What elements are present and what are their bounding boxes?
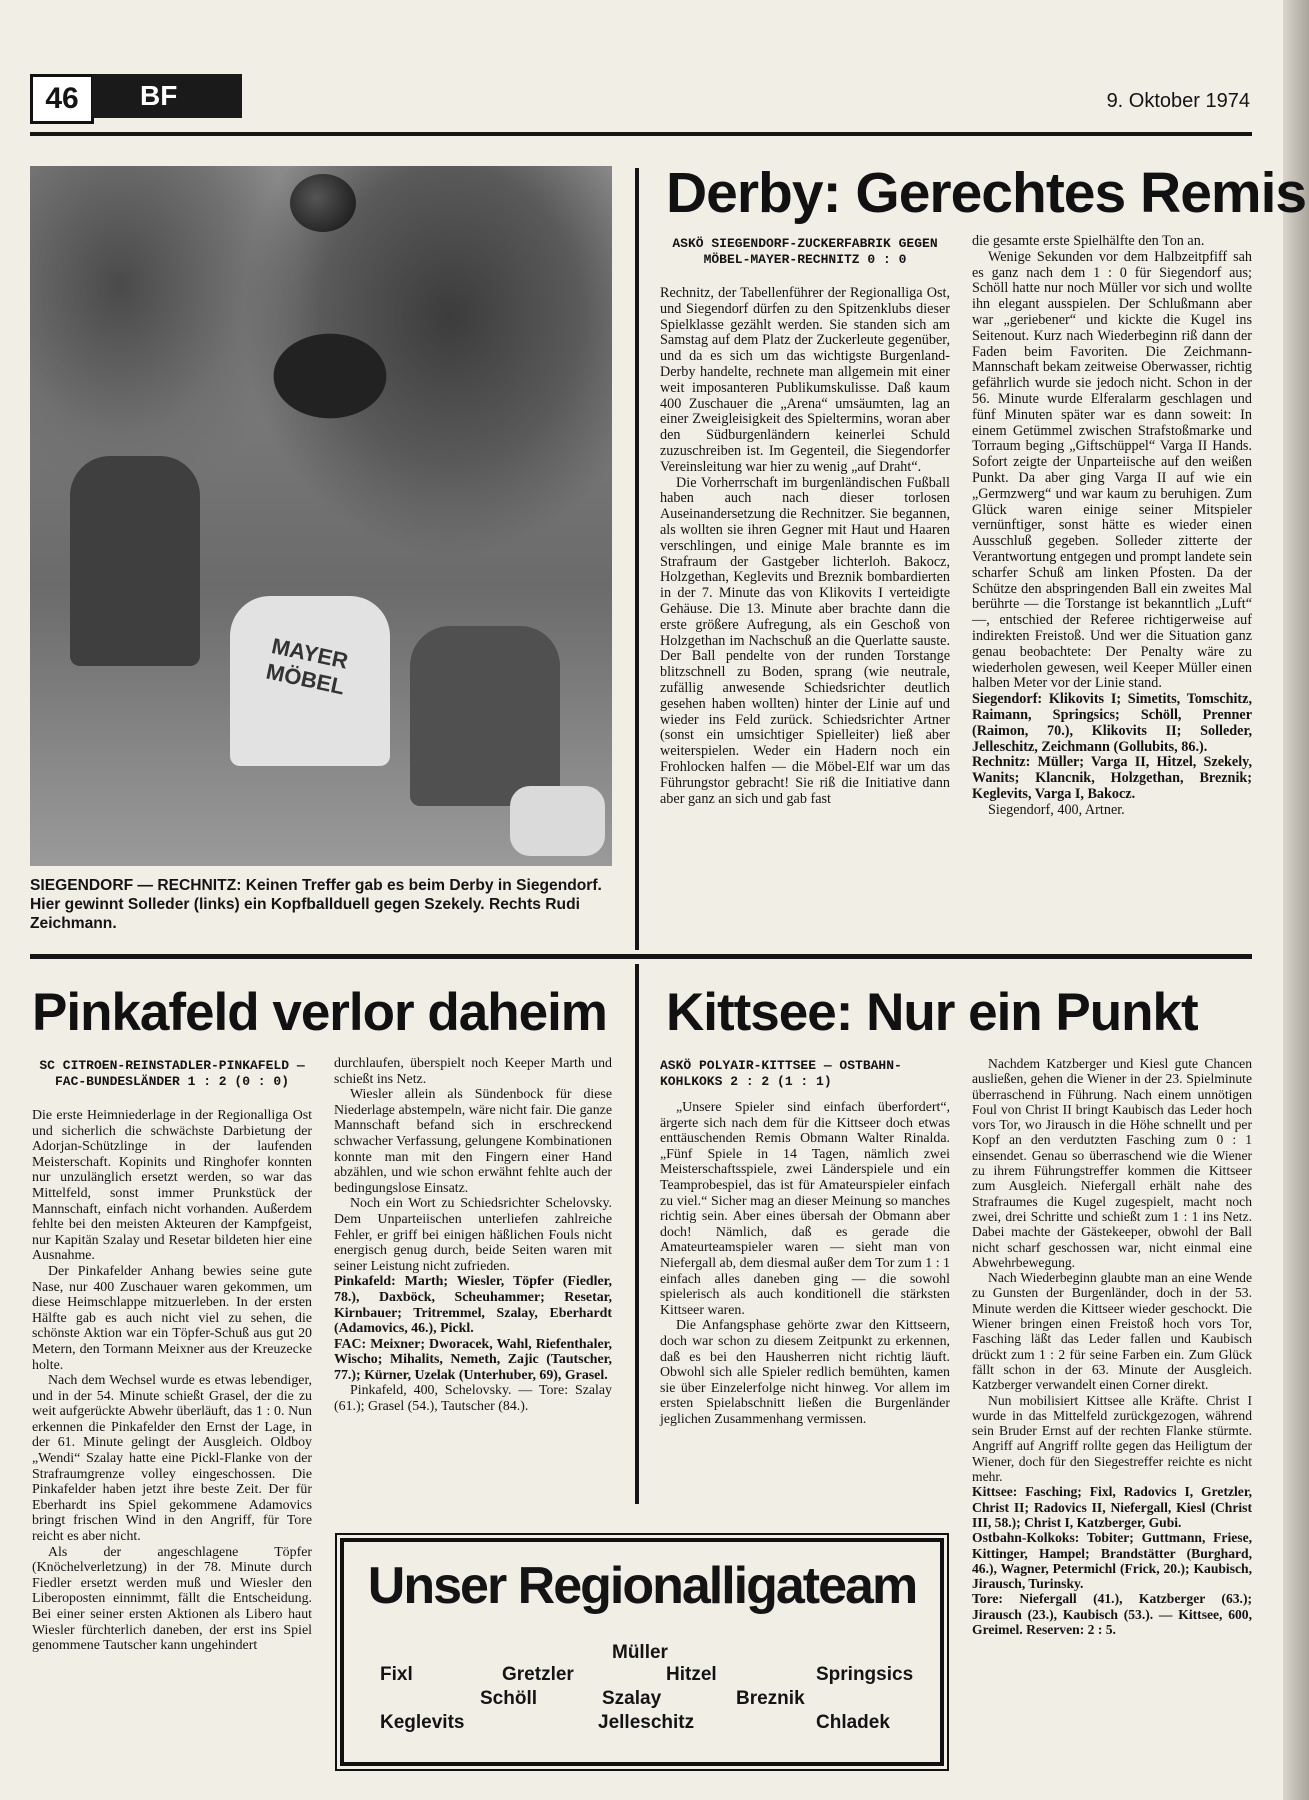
- page-edge-shadow: [1283, 0, 1309, 1800]
- lineup-kittsee: Kittsee: Fasching; Fixl, Radovics I, Gretzler, Christ II; Radovics II, Niefergall, Kiesl (Christ III, 58.); Christ I, Katzberger, Gubi.: [972, 1484, 1252, 1530]
- kittsee-subhead: ASKÖ POLYAIR-KITTSEE — OSTBAHN-KOHLKOKS 2 : 2 (1 : 1): [660, 1058, 902, 1089]
- derby-headline: Derby: Gerechtes Remis: [666, 161, 1307, 225]
- paragraph: Nachdem Katzberger und Kiesl gute Chancen ausließen, gehen die Wiener in der 23. Spielminute überraschend in Führung. Nach einem unnötigen Foul von Christ II bringt Kaubisch das Leder hoch vors Tor, wo Jirausch in die Höhe schnellt und per Kopf an den verdutzten Fasching zum 0 : 1 einsendet. Genau so überraschend wie die Wiener zu ihrem Führungstreffer kommen die Kittseer zum Ausgleich. Niefergall erhält nahe des Strafraumes die Kugel zugespielt, macht noch zwei, drei Schritte und schießt zum 1 : 1 ins Netz. Dabei machte der Gästekeeper, obwohl der Ball nicht scharf geschossen war, nicht einmal eine Abwehrbewegung.: [972, 1056, 1252, 1270]
- paragraph: Die Vorherrschaft im burgenländischen Fußball haben auch nach dieser torlosen Auseinandersetzung die Rechnitzer. Sie begannen, als wollten sie ihren Gegner mit Haut und Haaren verschlingen, und einige Male brannte es im Strafraum der Gastgeber lichterloh. Bakocz, Holzgethan, Keglevits und Breznik bombardierten in der 7. Minute das von Klikovits I verteidigte Gehäuse. Die 13. Minute aber brachte dann die erste größere Aufregung, als ein Geschoß von Holzgethan im Nachschuß an die Querlatte sauste. Der Ball pendelte von der runden Torstange blitzschnell zu Boden, sprang (wie neutrale, zufällig anwesende Schiedsrichter deutlich gesehen haben wollten) hinter der Linie auf und wieder ins Feld zurück. Schiedsrichter Artner (sonst ein umsichtiger Spielleiter) ließ aber weiterspielen. Weder ein Hadern noch ein Frohlocken halfen — die Möbel-Elf war um das Führungstor gebracht! Sie riß die Initiative dann aber ganz an sich und gab fast: [660, 474, 950, 807]
- ad-title: Unser Regionalligateam: [367, 1557, 917, 1615]
- derby-col1: [660, 286, 950, 807]
- lineup-fac: FAC: Meixner; Dworacek, Wahl, Riefenthaler, Wischo; Mihalits, Nemeth, Zajic (Tautscher, 77.); Kürner, Uzelak (Unterhuber, 69), Grasel.: [334, 1336, 612, 1383]
- section-label: BF: [92, 74, 242, 118]
- paragraph: „Unsere Spieler sind einfach überfordert“, ärgerte sich nach dem für die Kittseer doch etwas enttäuschenden Remis Obmann Walter Rinalda. „Fünf Spiele in 14 Tagen, nämlich zwei Meisterschaftsspiele, zwei Länderspiele und ein Teamprobespiel, das ist für Amateurspieler einfach zu viel.“ Sicher mag an dieser Meinung so manches richtig sein. Aber eines übersah der Obmann aber doch! Nämlich, daß es gerade die Amateurteamspieler waren — sieht man von Niefergall ab, dem diesmal außer dem Tor zum 1 : 1 einfach alles daneben ging — die sowohl spielerisch als auch konditionell die stärksten Kittseer waren.: [660, 1100, 950, 1318]
- pinkafeld-headline: Pinkafeld verlor daheim: [32, 983, 607, 1042]
- kittsee-headline: Kittsee: Nur ein Punkt: [666, 983, 1198, 1042]
- paragraph: Als der angeschlagene Töpfer (Knöchelverletzung) in der 78. Minute durch Fiedler ersetzt werden muß und Wiesler den Liberoposten einnimmt, fällt die Entscheidung. Bei einer seiner ersten Aktionen als Libero haut Wiesler fürchterlich daneben, der erst ins Spiel genommene Tautscher kann ungehindert: [32, 1544, 312, 1654]
- ad-player: Keglevits: [380, 1712, 465, 1733]
- paragraph: Nach dem Wechsel wurde es etwas lebendiger, und in der 54. Minute schießt Grasel, der die zu weit aufgerückte Abwehr überläuft, das 1 : 0. Nun erkennen die Pinkafelder den Ernst der Lage, in der 61. Minute gelingt der Ausgleich. Oldboy „Wendi“ Szalay hatte eine Pickl-Flanke von der Strafraumgrenze volley eingeschossen. Die Pinkafelder haben jetzt ihre beste Zeit. Der für Eberhardt ins Spiel gekommene Adamovics bringt frischen Wind in den Angriff, für Tore reicht es aber nicht.: [32, 1373, 312, 1545]
- pinkafeld-col2: [334, 1056, 612, 1415]
- player-shorts: [510, 786, 605, 856]
- paragraph: Wiesler allein als Sündenbock für diese Niederlage abstempeln, wäre nicht fair. Die ganze Mannschaft befand sich in erschreckend schwacher Verfassung, gelungene Kombinationen konnte man mit den Fingern einer Hand abzählen, und wie schon erwähnt fehlte auch der bedingungslose Einsatz.: [334, 1087, 612, 1196]
- goals-summary: Tore: Niefergall (41.), Katzberger (63.); Jirausch (23.), Kaubisch (53.). — Kittsee, 600, Greimel. Reserven: 2 : 5.: [972, 1591, 1252, 1637]
- ad-player: Schöll: [480, 1688, 538, 1709]
- column-divider: [635, 168, 639, 950]
- pinkafeld-subhead: SC CITROEN-REINSTADLER-PINKAFELD — FAC-BUNDESLÄNDER 1 : 2 (0 : 0): [39, 1058, 305, 1089]
- ad-player: Gretzler: [502, 1664, 574, 1685]
- ad-player: Hitzel: [666, 1664, 717, 1685]
- team-ad-box: [340, 1538, 944, 1766]
- ad-player: Chladek: [816, 1712, 890, 1733]
- paragraph: durchlaufen, überspielt noch Keeper Marth und schießt ins Netz.: [334, 1056, 612, 1087]
- ad-player: Szalay: [602, 1688, 662, 1709]
- kittsee-col1: [660, 1100, 950, 1427]
- ball-icon: [290, 174, 356, 232]
- issue-date: 9. Oktober 1974: [1106, 90, 1250, 112]
- lineup-pinkafeld: Pinkafeld: Marth; Wiesler, Töpfer (Fiedler, 78.), Daxböck, Scheuhammer; Resetar, Kirnbauer; Tritremmel, Szalay, Eberhardt (Adamovics, 46.), Pickl.: [334, 1274, 612, 1337]
- derby-subhead: ASKÖ SIEGENDORF-ZUCKERFABRIK GEGEN MÖBEL-MAYER-RECHNITZ 0 : 0: [672, 236, 938, 267]
- kittsee-col2: [972, 1056, 1252, 1637]
- page-number: 46: [30, 74, 94, 124]
- player-figure: [410, 626, 560, 806]
- header-rule: [30, 132, 1252, 136]
- lineup-rechnitz: Rechnitz: Müller; Varga II, Hitzel, Szekely, Wanits; Klancnik, Holzgethan, Breznik; Keglevits, Varga I, Bakocz.: [972, 754, 1252, 802]
- lineup-ostbahn: Ostbahn-Kolkoks: Tobiter; Guttmann, Friese, Kittinger, Hampel; Brandstätter (Burghard, 46.), Wagner, Petermichl (Frick, 20.); Kaubisch, Jirausch, Turinsky.: [972, 1530, 1252, 1592]
- paragraph: die gesamte erste Spielhälfte den Ton an.: [972, 233, 1205, 249]
- match-summary: Pinkafeld, 400, Schelovsky. — Tore: Szalay (61.); Grasel (54.), Tautscher (84.).: [334, 1383, 612, 1415]
- derby-col2: [972, 234, 1252, 818]
- ad-player: Jelleschitz: [598, 1712, 695, 1733]
- section-rule: [30, 954, 1252, 959]
- ad-player: Fixl: [380, 1664, 413, 1685]
- match-photo: [30, 166, 612, 866]
- paragraph: Die Anfangsphase gehörte zwar den Kittseern, doch war schon zu diesem Zeitpunkt zu erkennen, daß es bei den Hausherren nicht richtig läuft. Obwohl sich alle Spieler redlich bemühten, kamen sie über Einzelerfolge nicht hinweg. Vor allem im ersten Spielabschnitt ließen die Burgenländer jeglichen Zusammenhang vermissen.: [660, 1318, 950, 1427]
- column-divider: [635, 964, 639, 1504]
- paragraph: Nach Wiederbeginn glaubte man an eine Wende zu Gunsten der Burgenländer, doch in der 53. Minute werden die Kittseer wieder geschockt. Die Wiener bringen einen Freistoß hoch vors Tor, Fasching läßt das Leder fallen und Kaubisch drückt zum 1 : 2 für seine Farben ein. Zum Glück fällt schon in der 63. Minute der Ausgleich. Katzberger verwandelt einen Corner direkt.: [972, 1270, 1252, 1393]
- ad-player: Müller: [612, 1642, 668, 1663]
- paragraph: Der Pinkafelder Anhang bewies seine gute Nase, nur 400 Zuschauer waren gekommen, um diese Heimschlappe mitzuerleben. In der ersten Hälfte gab es auch nicht viel zu sehen, die schönste Aktion war ein Töpfer-Schuß aus gut 20 Metern, den Tormann Meixner aus der Kreuzecke holte.: [32, 1263, 312, 1373]
- paragraph: Nun mobilisiert Kittsee alle Kräfte. Christ I wurde in das Mittelfeld zurückgezogen, während sein Bruder Ernst auf der rechten Flanke stürmte. Angriff auf Angriff rollte gegen das Heiligtum der Wiener, doch für den Siegestreffer reichte es nicht mehr.: [972, 1392, 1252, 1485]
- jersey-text: MAYER MÖBEL: [264, 633, 351, 700]
- paragraph: Rechnitz, der Tabellenführer der Regionalliga Ost, und Siegendorf dürfen zu den Spitzenklubs dieser Spielklasse gezählt werden. Sie standen sich am Samstag auf dem Platz der Zuckerleute gegenüber, und da es sich um das wichtigste Burgenland-Derby handelte, rechnete man allgemein mit einer weit imposanteren Publikumskulisse. Daß kaum 400 Zuschauer die „Arena“ umsäumten, lag an einer Zweigleisigkeit des Spieltermins, woran aber den Südburgenländern keinerlei Schuld zuzuschreiben ist. Im Gegenteil, die Siegendorfer Vereinsleitung war hier zu wenig „auf Draht“.: [660, 285, 950, 475]
- lineup-siegendorf: Siegendorf: Klikovits I; Simetits, Tomschitz, Raimann, Springsics; Schöll, Prenner (Raimon, 70.), Klikovits II; Solleder, Jelleschitz, Zeichmann (Gollubits, 86.).: [972, 691, 1252, 755]
- player-figure: [70, 456, 200, 666]
- ad-player: Breznik: [736, 1688, 805, 1709]
- pinkafeld-col1: [32, 1108, 312, 1654]
- match-summary: Siegendorf, 400, Artner.: [988, 801, 1125, 818]
- ad-player: Springsics: [816, 1664, 914, 1685]
- paragraph: Die erste Heimniederlage in der Regionalliga Ost und sicherlich die schwächste Darbietung der Adorjan-Schützlinge in der laufenden Meisterschaft. Kopinits und Ringhofer konnten nur unzulänglich ersetzt werden, so war das Mittelfeld, sonst immer Prunkstück der Mannschaft, einfach nicht vorhanden. Außerdem fehlte bei den meisten Akteuren der Kampfgeist, nur Kapitän Szalay und Resetar bildeten hier eine Ausnahme.: [32, 1108, 312, 1264]
- photo-caption: SIEGENDORF — RECHNITZ: Keinen Treffer gab es beim Derby in Siegendorf. Hier gewinnt Solleder (links) ein Kopfballduell gegen Szekely. Rechts Rudi Zeichmann.: [30, 877, 602, 932]
- paragraph: Wenige Sekunden vor dem Halbzeitpfiff sah es ganz nach dem 1 : 0 für Siegendorf aus; Schöll hatte nur noch Müller vor sich und wollte ihn elegant ausspielen. Der Schlußmann aber war „geriebener“ und kickte die Kugel ins Seitenout. Kurz nach Wiederbeginn riß dann der Faden beim Favoriten. Die Zeichmann-Mannschaft bekam zeitweise Oberwasser, richtig gefährlich wurde sie jedoch nicht. Schon in der 56. Minute wurde Elferalarm geschlagen und fünf Minuten später war es dann soweit: In einem Getümmel zwischen Strafstoßmarke und Torraum beging „Giftschüppel“ Varga II Hands. Sofort zeigte der Unparteiische auf den weißen Punkt. Da aber ging Varga II auf wie ein „Germzwerg“ und war kaum zu beruhigen. Zum Glück waren einige seiner Mitspieler vernünftiger, sonst hätte es wieder einen Ausschluß gegeben. Solleder zitterte der Verantwortung entgegen und prompt landete sein scharfer Schuß am linken Pfosten. Da der Schütze den abspringenden Ball ein zweites Mal berührte — die Torstange ist bekanntlich „Luft“ —, entschied der Referee richtigerweise auf indirekten Freistoß. Und wer die Situation ganz genau beobachtete: Der Penalty wäre zu wiederholen gewesen, weil Keeper Müller einen halben Meter vor der Linie stand.: [972, 248, 1252, 692]
- paragraph: Noch ein Wort zu Schiedsrichter Schelovsky. Dem Unparteiischen unterliefen zahlreiche Fehler, er griff bei einigen häßlichen Fouls nicht energisch genug durch, beide Seiten waren mit seiner Leistung nicht zufrieden.: [334, 1196, 612, 1274]
